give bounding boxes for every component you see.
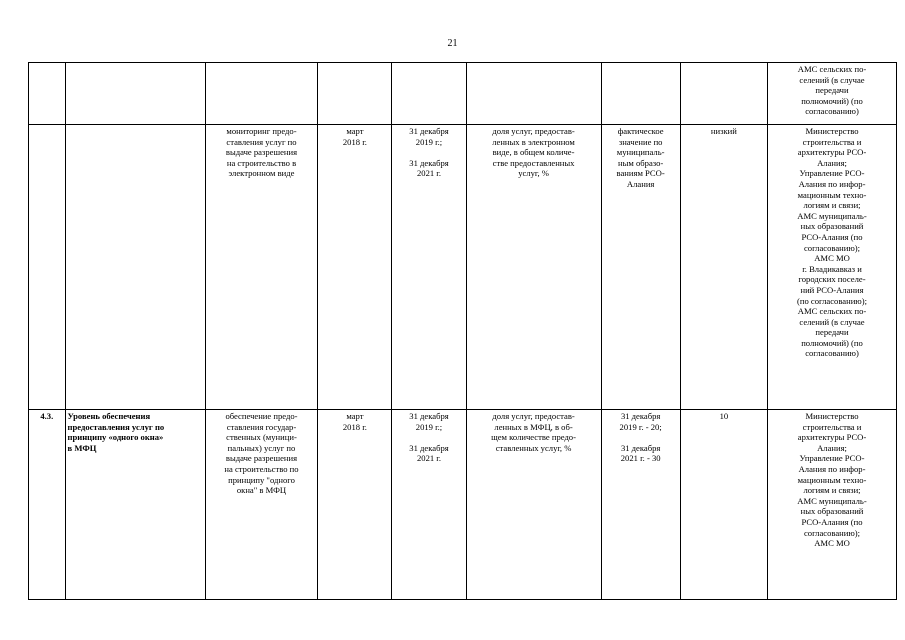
cell-indicator	[65, 125, 205, 410]
table-row	[29, 125, 897, 410]
cell-target-value: низкий	[680, 125, 767, 410]
cell-responsible: Министерство строительства и архитектуры РСО- Алания; Управление РСО- Алания по инфор- мационным техно- логиям и связи; АМС муниципаль- ных образований РСО-Алания (по согласованию); АМС МО г. Владикавказ и городских поселе- ний РСО-Алания (по согласованию); АМС сельских по- селений (в случае передачи полномочий) (по согласованию)	[768, 125, 897, 410]
cell-criterion: доля услуг, предостав- ленных в МФЦ, в об- щем количестве предо- ставленных услуг, %	[466, 410, 601, 600]
cell-target-value	[680, 63, 767, 125]
cell-end-date	[392, 63, 466, 125]
table-row	[29, 410, 897, 600]
cell-start-date: март 2018 г.	[318, 125, 392, 410]
cell-criterion	[466, 63, 601, 125]
table-row	[29, 63, 897, 125]
cell-current-value: 31 декабря 2019 г. - 20; 31 декабря 2021 г. - 30	[601, 410, 680, 600]
cell-end-date: 31 декабря 2019 г.; 31 декабря 2021 г.	[392, 125, 466, 410]
cell-number	[29, 125, 66, 410]
cell-indicator	[65, 63, 205, 125]
page-number: 21	[447, 38, 458, 49]
cell-number	[29, 63, 66, 125]
cell-number: 4.3.	[29, 410, 66, 600]
cell-target-value: 10	[680, 410, 767, 600]
cell-current-value: фактическое значение по муниципаль- ным образо- ваниям РСО- Алания	[601, 125, 680, 410]
cell-criterion: доля услуг, предостав- ленных в электронном виде, в общем количе- стве предоставленных услуг, %	[466, 125, 601, 410]
cell-measure	[205, 63, 318, 125]
cell-start-date: март 2018 г.	[318, 410, 392, 600]
cell-end-date: 31 декабря 2019 г.; 31 декабря 2021 г.	[392, 410, 466, 600]
cell-measure: обеспечение предо- ставления государ- ственных (муници- пальных) услуг по выдаче разрешения на строительство по принципу "одного окна" в МФЦ	[205, 410, 318, 600]
cell-current-value	[601, 63, 680, 125]
cell-responsible: АМС сельских по- селений (в случае передачи полномочий) (по согласованию)	[768, 63, 897, 125]
cell-start-date	[318, 63, 392, 125]
cell-responsible: Министерство строительства и архитектуры РСО- Алания; Управление РСО- Алания по инфор- мационным техно- логиям и связи; АМС муниципаль- ных образований РСО-Алания (по согласованию); АМС МО	[768, 410, 897, 600]
measures-table	[28, 62, 897, 600]
cell-indicator: Уровень обеспечения предоставления услуг по принципу «одного окна» в МФЦ	[65, 410, 205, 600]
cell-measure: мониторинг предо- ставления услуг по выдаче разрешения на строительство в электронном виде	[205, 125, 318, 410]
